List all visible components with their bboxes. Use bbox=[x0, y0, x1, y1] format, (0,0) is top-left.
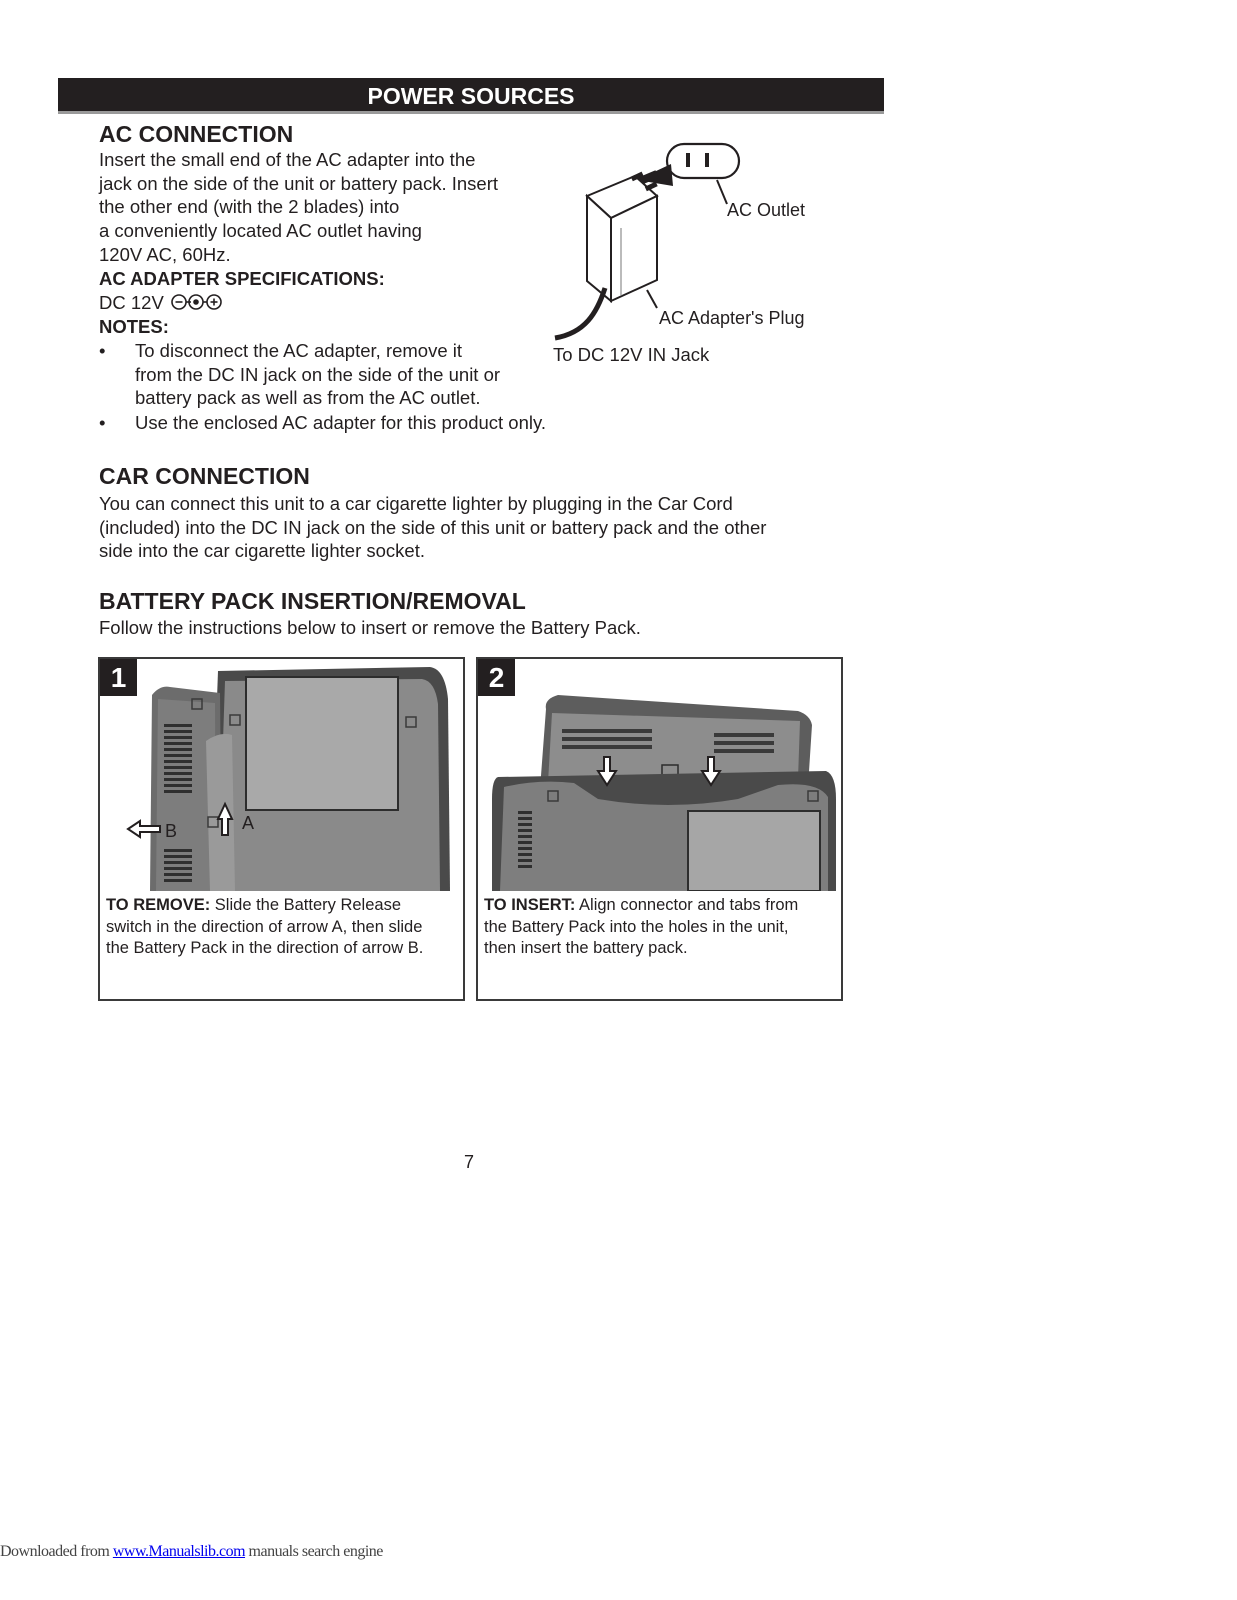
remove-caption-line: switch in the direction of arrow A, then slide bbox=[106, 917, 423, 936]
arrow-b-label: B bbox=[165, 821, 178, 841]
remove-caption bbox=[106, 895, 457, 960]
panel-number-badge: 2 bbox=[478, 659, 515, 696]
battery-panel-insert bbox=[476, 657, 843, 1001]
note-1-line: To disconnect the AC adapter, remove it bbox=[135, 340, 463, 361]
insert-caption-title: TO INSERT: bbox=[484, 896, 576, 914]
page-number: 7 bbox=[464, 1152, 475, 1172]
ac-intro-line: a conveniently located AC outlet having bbox=[99, 220, 422, 242]
ac-intro-line: 120V AC, 60Hz. bbox=[99, 243, 231, 265]
battery-heading: BATTERY PACK INSERTION/REMOVAL bbox=[99, 588, 526, 614]
note-1 bbox=[135, 339, 522, 410]
footer-prefix: Downloaded from bbox=[0, 1543, 113, 1560]
remove-caption-title: TO REMOVE: bbox=[106, 896, 211, 914]
ac-outlet-icon bbox=[667, 144, 739, 178]
battery-intro: Follow the instructions below to insert or remove the Battery Pack. bbox=[99, 617, 641, 638]
note-bullet: • bbox=[99, 412, 106, 433]
note-1-line: battery pack as well as from the AC outlet. bbox=[135, 387, 481, 409]
arrow-a-label: A bbox=[242, 813, 255, 833]
spec-heading: AC ADAPTER SPECIFICATIONS: bbox=[99, 268, 385, 289]
manualslib-link[interactable]: www.Manualslib.com bbox=[112, 1543, 246, 1560]
battery-insert-illustration bbox=[478, 659, 841, 891]
note-bullet: • bbox=[99, 340, 106, 361]
insert-caption-line: the Battery Pack into the holes in the unit, bbox=[484, 917, 789, 936]
battery-remove-illustration bbox=[100, 659, 463, 891]
note-1-line: from the DC IN jack on the side of the unit or bbox=[135, 363, 501, 385]
car-line: (included) into the DC IN jack on the side of this unit or battery pack and the other bbox=[99, 516, 767, 538]
insert-caption bbox=[484, 895, 835, 960]
ac-heading: AC CONNECTION bbox=[99, 121, 294, 147]
spec-line bbox=[99, 291, 223, 315]
insert-caption-line: Align connector and tabs from bbox=[575, 896, 799, 914]
ac-intro-line: jack on the side of the unit or battery pack. Insert bbox=[99, 172, 498, 194]
ac-outlet-label: AC Outlet bbox=[727, 200, 806, 220]
page-title: POWER SOURCES bbox=[367, 83, 575, 109]
insert-caption-line: then insert the battery pack. bbox=[484, 939, 688, 957]
ac-plug-label: AC Adapter's Plug bbox=[659, 308, 805, 328]
download-footer bbox=[0, 1543, 383, 1561]
dc-polarity-icon bbox=[171, 293, 223, 311]
note-2: Use the enclosed AC adapter for this product only. bbox=[135, 412, 547, 433]
notes-heading: NOTES: bbox=[99, 316, 169, 337]
panel-number-badge: 1 bbox=[100, 659, 137, 696]
ac-intro-line: Insert the small end of the AC adapter into the bbox=[99, 149, 476, 170]
car-paragraph bbox=[99, 492, 841, 563]
spec-value: DC 12V bbox=[99, 292, 164, 313]
cord-icon bbox=[555, 288, 605, 338]
car-line: You can connect this unit to a car cigarette lighter by plugging in the Car Cord bbox=[99, 493, 733, 514]
battery-panel-remove bbox=[98, 657, 465, 1001]
footer-suffix: manuals search engine bbox=[245, 1543, 383, 1560]
ac-intro-line: the other end (with the 2 blades) into bbox=[99, 196, 400, 218]
remove-caption-line: Slide the Battery Release bbox=[210, 896, 401, 914]
car-heading: CAR CONNECTION bbox=[99, 463, 310, 489]
dc-jack-label: To DC 12V IN Jack bbox=[553, 344, 710, 365]
remove-caption-line: the Battery Pack in the direction of arrow B. bbox=[106, 939, 424, 957]
car-line: side into the car cigarette lighter socket. bbox=[99, 540, 425, 562]
ac-intro bbox=[99, 148, 522, 267]
